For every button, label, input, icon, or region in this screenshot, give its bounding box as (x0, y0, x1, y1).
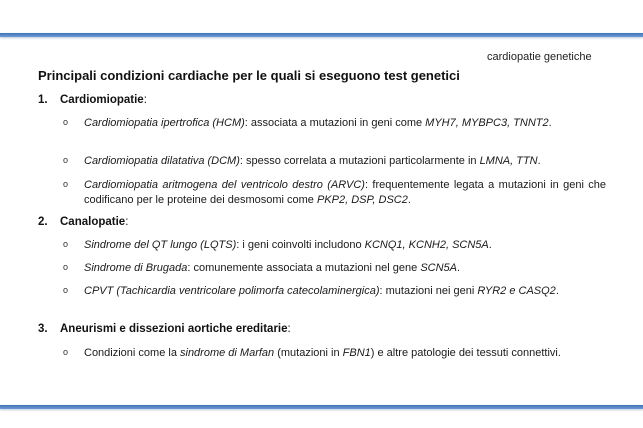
gene-list: FBN1 (342, 347, 371, 359)
section-heading: 2. Canalopatie: (38, 216, 129, 228)
gene-list: KCNQ1, KCNH2, SCN5A (364, 239, 489, 251)
bullet-icon: o (63, 117, 69, 127)
section-aneurismi (38, 322, 606, 336)
condition-name: Sindrome del QT lungo (LQTS) (84, 239, 237, 251)
section-heading: 3. Aneurismi e dissezioni aortiche ereditarie: (38, 323, 291, 335)
section-name: Canalopatie (60, 216, 126, 228)
list-item: o Cardiomiopatia dilatativa (DCM): spesso correlata a mutazioni particolarmente in LMNA, TTN. (63, 155, 541, 167)
bullet-icon: o (63, 347, 69, 357)
gene-list: PKP2, DSP, DSC2 (316, 194, 408, 206)
list-item: o Condizioni come la sindrome di Marfan (mutazioni in FBN1) e altre patologie dei tessuti connettivi. (63, 347, 561, 359)
section-number: 3. (38, 323, 48, 335)
section-name: Cardiomiopatie (60, 94, 144, 106)
condition-name: Cardiomiopatia ipertrofica (HCM) (84, 117, 245, 129)
bullet-icon: o (63, 155, 69, 165)
condition-name: sindrome di Marfan (180, 347, 275, 359)
list-item: o Sindrome del QT lungo (LQTS): i geni coinvolti includono KCNQ1, KCNH2, SCN5A. (63, 239, 492, 251)
bullet-icon: o (63, 285, 69, 295)
condition-name: Sindrome di Brugada (84, 262, 188, 274)
section-cardiomiopatie (38, 93, 606, 107)
bullet-icon: o (63, 262, 69, 272)
gene-list: RYR2 e CASQ2 (477, 285, 556, 297)
section-name: Aneurismi e dissezioni aortiche ereditarie (60, 323, 288, 335)
bullet-icon: o (63, 179, 69, 189)
condition-name: Cardiomiopatia dilatativa (DCM) (84, 155, 240, 167)
section-canalopatie (38, 215, 606, 229)
condition-name: CPVT (Tachicardia ventricolare polimorfa catecolaminergica) (84, 285, 380, 297)
gene-list: MYH7, MYBPC3, TNNT2 (425, 117, 549, 129)
list-item: o Cardiomiopatia aritmogena del ventricolo destro (ARVC): frequentemente legata a mutazioni in geni che codificano per le proteine dei desmosomi come PKP2, DSP, DSC2. (63, 179, 607, 206)
list-item: o Cardiomiopatia ipertrofica (HCM): associata a mutazioni in geni come MYH7, MYBPC3, TNNT2. (63, 117, 552, 129)
list-item: o Sindrome di Brugada: comunemente associata a mutazioni nel gene SCN5A. (63, 262, 461, 274)
page-title: Principali condizioni cardiache per le quali si eseguono test genetici (38, 68, 460, 83)
top-divider (0, 33, 643, 37)
header-tag: cardiopatie genetiche (487, 51, 592, 63)
gene-list: SCN5A (420, 262, 458, 274)
section-heading: 1. Cardiomiopatie: (38, 94, 147, 106)
section-number: 2. (38, 216, 48, 228)
condition-name: Cardiomiopatia aritmogena del ventricolo destro (ARVC) (84, 179, 365, 191)
bottom-divider (0, 405, 643, 409)
bullet-icon: o (63, 239, 69, 249)
list-item: o CPVT (Tachicardia ventricolare polimorfa catecolaminergica): mutazioni nei geni RYR2 e CASQ2. (63, 285, 559, 297)
gene-list: LMNA, TTN (479, 155, 538, 167)
section-number: 1. (38, 94, 48, 106)
